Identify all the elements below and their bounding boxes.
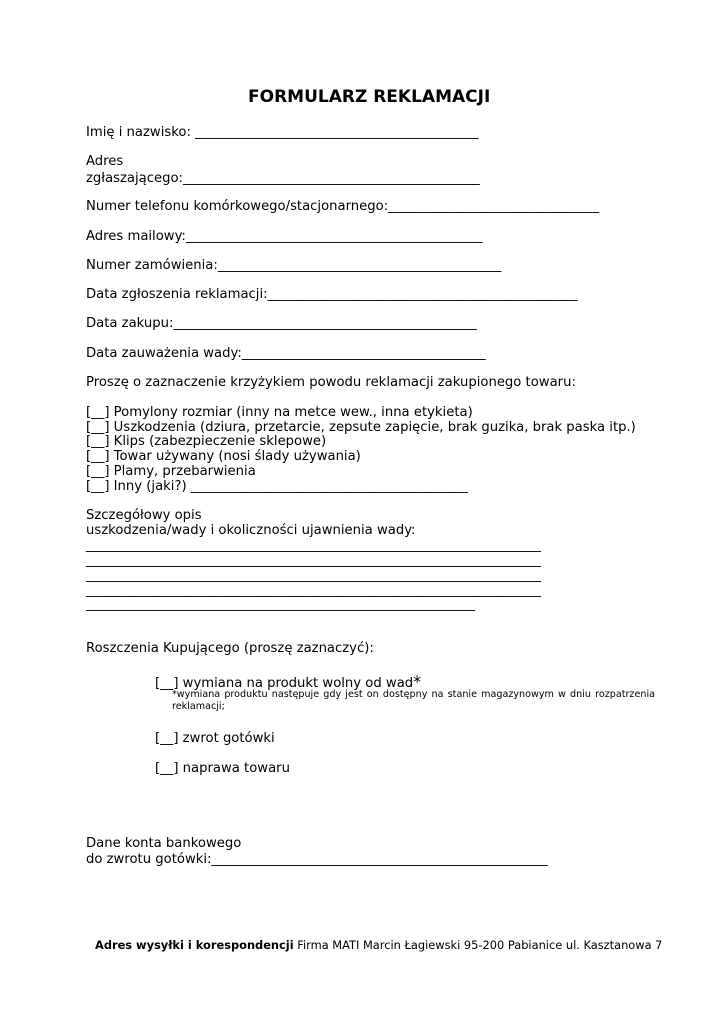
reasons-prompt: Proszę o zaznaczenie krzyżykiem powodu reklamacji zakupionego towaru: xyxy=(86,375,576,390)
claim-repair[interactable]: [__] naprawa towaru xyxy=(155,761,290,776)
address-field[interactable]: zgłaszającego:_____________________________________________ xyxy=(86,171,480,186)
reason-wrong-size[interactable]: [__] Pomylony rozmiar (inny na metce wew., inna etykieta) xyxy=(86,405,473,420)
purchase-date-field[interactable]: Data zakupu:______________________________________________ xyxy=(86,316,477,331)
reason-other[interactable]: [__] Inny (jaki?) __________________________________________ xyxy=(86,479,468,494)
reason-used-item[interactable]: [__] Towar używany (nosi ślady używania) xyxy=(86,449,361,464)
phone-field[interactable]: Numer telefonu komórkowego/stacjonarnego:________________________________ xyxy=(86,199,600,214)
footnote-marker: * xyxy=(413,672,422,691)
bank-account-field[interactable]: do zwrotu gotówki:___________________________________________________ xyxy=(86,852,548,867)
footer-text: Firma MATI Marcin Łagiewski 95-200 Pabianice ul. Kasztanowa 7 xyxy=(293,938,663,952)
reason-stains[interactable]: [__] Plamy, przebarwienia xyxy=(86,464,256,479)
order-number-field[interactable]: Numer zamówienia:___________________________________________ xyxy=(86,258,502,273)
claim-refund[interactable]: [__] zwrot gotówki xyxy=(155,731,275,746)
complaint-date-field[interactable]: Data zgłoszenia reklamacji:_______________________________________________ xyxy=(86,287,578,302)
footer-address xyxy=(95,940,662,951)
description-line[interactable]: _____________________________________________________________________ xyxy=(86,568,541,583)
description-line[interactable]: _____________________________________________________________________ xyxy=(86,583,541,598)
email-field[interactable]: Adres mailowy:_____________________________________________ xyxy=(86,229,483,244)
description-line[interactable]: _____________________________________________________________________ xyxy=(86,538,541,553)
bank-label: Dane konta bankowego xyxy=(86,836,242,851)
defect-date-field[interactable]: Data zauważenia wady:_____________________________________ xyxy=(86,346,486,361)
reason-damage[interactable]: [__] Uszkodzenia (dziura, przetarcie, zepsute zapięcie, brak guzika, brak paska itp.) xyxy=(86,420,636,435)
reason-security-tag[interactable]: [__] Klips (zabezpieczenie sklepowe) xyxy=(86,434,327,449)
claim-replacement[interactable] xyxy=(155,674,421,690)
address-label: Adres xyxy=(86,154,124,169)
footer-label: Adres wysyłki i korespondencji xyxy=(95,938,294,952)
description-line[interactable]: ___________________________________________________________ xyxy=(86,597,476,612)
description-line[interactable]: _____________________________________________________________________ xyxy=(86,553,541,568)
name-field[interactable]: Imię i nazwisko: ___________________________________________ xyxy=(86,125,479,140)
claim-replacement-label: [__] wymiana na produkt wolny od wad xyxy=(155,676,414,691)
description-label: Szczegółowy opis xyxy=(86,508,202,523)
page-title: FORMULARZ REKLAMACJI xyxy=(248,87,491,107)
replacement-note: *wymiana produktu następuje gdy jest on dostępny na stanie magazynowym w dniu rozpatrzenia reklamacji; xyxy=(172,689,655,712)
claims-heading: Roszczenia Kupującego (proszę zaznaczyć): xyxy=(86,641,374,656)
description-label-2: uszkodzenia/wady i okoliczności ujawnienia wady: xyxy=(86,523,416,538)
